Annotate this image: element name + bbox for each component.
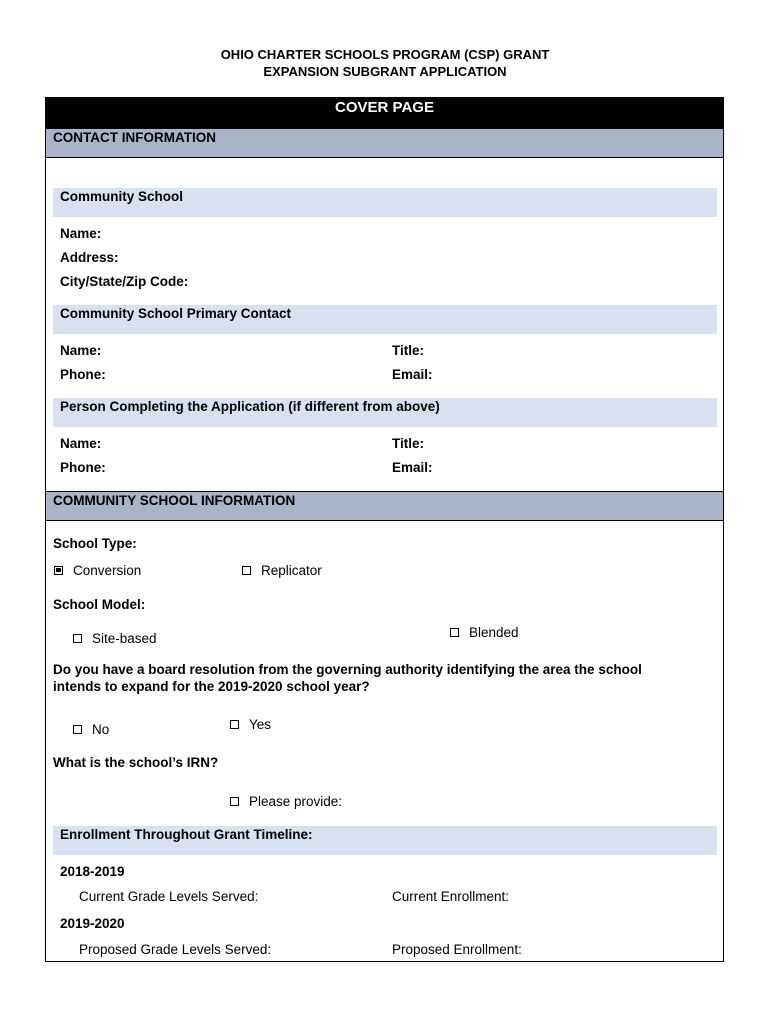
enrollment-year-2019-2020: 2019-2020 (60, 916, 125, 931)
board-resolution-yes-checkbox[interactable] (230, 720, 239, 729)
board-resolution-yes-label: Yes (249, 717, 272, 732)
community-school-information-heading: COMMUNITY SCHOOL INFORMATION (46, 491, 723, 521)
person-completing-email-label: Email: (392, 460, 433, 475)
replicator-option-label: Replicator (261, 563, 322, 578)
irn-please-provide-checkbox[interactable] (230, 797, 239, 806)
blended-checkbox[interactable] (450, 628, 459, 637)
replicator-checkbox[interactable] (242, 566, 251, 575)
site-based-option-label: Site-based (92, 631, 157, 646)
current-enrollment-label: Current Enrollment: (392, 889, 510, 904)
current-grade-levels-label: Current Grade Levels Served: (79, 889, 259, 904)
primary-contact-name-label: Name: (60, 343, 102, 358)
community-school-heading: Community School (53, 188, 717, 217)
primary-contact-heading: Community School Primary Contact (53, 305, 717, 334)
school-city-state-zip-label: City/State/Zip Code: (60, 274, 189, 289)
school-address-label: Address: (60, 250, 119, 265)
board-resolution-no-label: No (92, 722, 110, 737)
school-type-label: School Type: (53, 536, 137, 551)
school-name-label: Name: (60, 226, 102, 241)
enrollment-heading: Enrollment Throughout Grant Timeline: (53, 826, 717, 855)
enrollment-year-2018-2019: 2018-2019 (60, 864, 125, 879)
conversion-option-label: Conversion (73, 563, 142, 578)
school-model-label: School Model: (53, 597, 146, 612)
irn-question: What is the school’s IRN? (53, 755, 219, 770)
blended-option-label: Blended (469, 625, 519, 640)
proposed-grade-levels-label: Proposed Grade Levels Served: (79, 942, 272, 957)
person-completing-phone-label: Phone: (60, 460, 106, 475)
proposed-enrollment-label: Proposed Enrollment: (392, 942, 522, 957)
primary-contact-phone-label: Phone: (60, 367, 106, 382)
cover-page-heading: COVER PAGE (46, 98, 723, 129)
person-completing-title-label: Title: (392, 436, 425, 451)
site-based-checkbox[interactable] (73, 634, 82, 643)
conversion-checkbox[interactable] (54, 566, 63, 575)
primary-contact-title-label: Title: (392, 343, 425, 358)
board-resolution-no-checkbox[interactable] (73, 725, 82, 734)
person-completing-heading: Person Completing the Application (if different from above) (53, 398, 717, 427)
form-title-line-1: OHIO CHARTER SCHOOLS PROGRAM (CSP) GRANT (220, 47, 550, 62)
form-title-line-2: EXPANSION SUBGRANT APPLICATION (263, 64, 507, 79)
person-completing-name-label: Name: (60, 436, 102, 451)
contact-information-heading: CONTACT INFORMATION (46, 128, 723, 158)
irn-please-provide-label: Please provide: (249, 794, 343, 809)
board-resolution-question-line-2: intends to expand for the 2019-2020 school year? (53, 679, 370, 694)
primary-contact-email-label: Email: (392, 367, 433, 382)
board-resolution-question-line-1: Do you have a board resolution from the governing authority identifying the area the school (53, 662, 642, 677)
